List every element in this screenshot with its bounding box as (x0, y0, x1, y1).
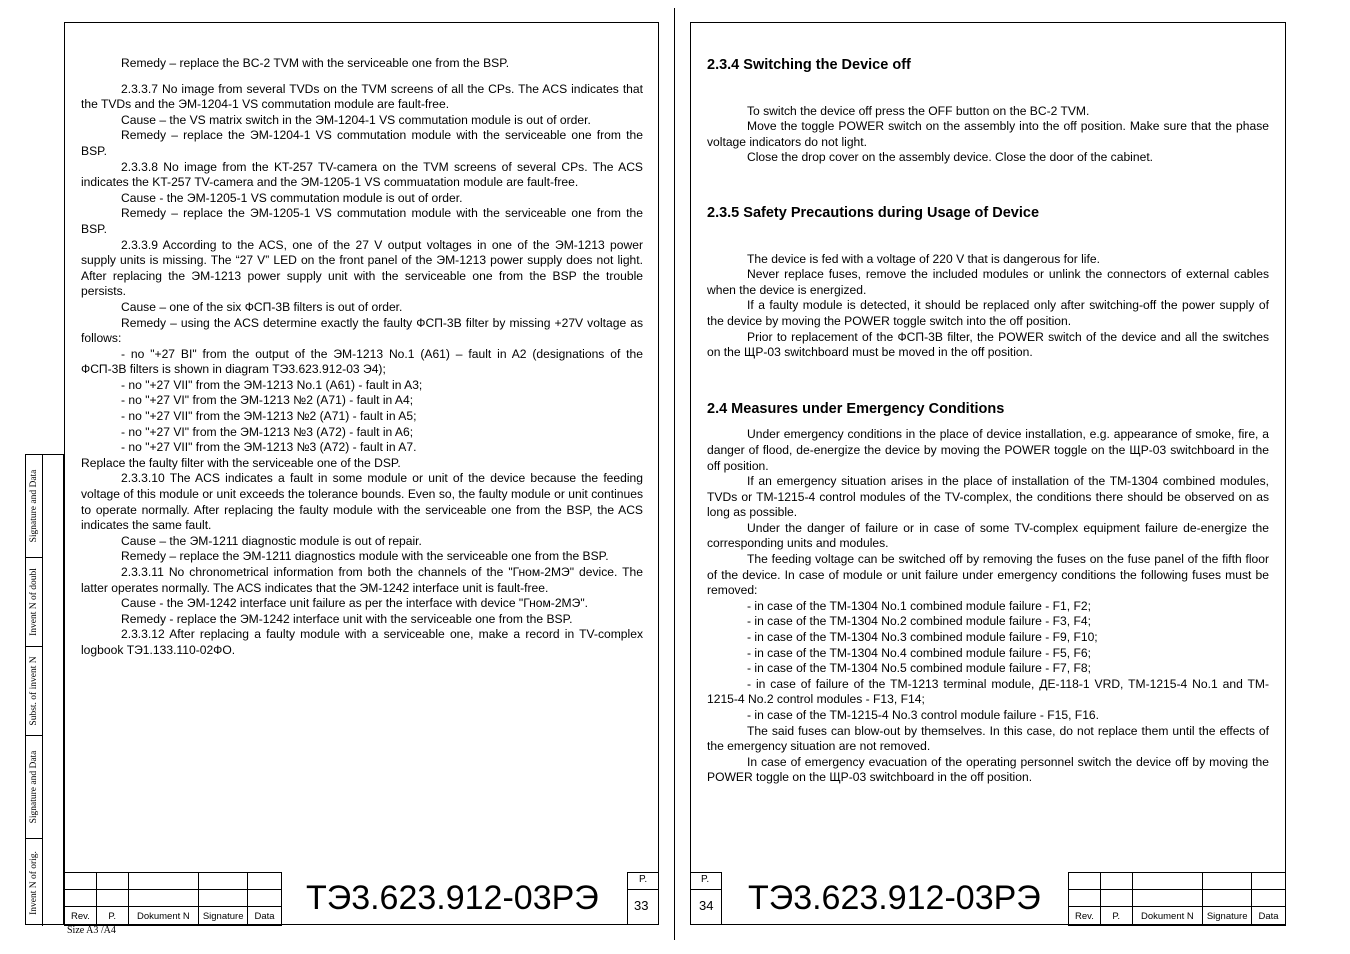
stamp-col-dokument: Dokument N (128, 907, 199, 926)
paragraph: Under emergency conditions in the place of device installation, e.g. appearance of smoke, fire, a danger of flood, de-energize the device by moving the POWER toggle on the ЩР-03 switchboard in the off position. (707, 427, 1269, 473)
paragraph: - in case of failure of the TM-1213 terminal module, ДЕ-118-1 VRD, TM-1215-4 No.1 and TM-1215-4 No.2 control modules - F13, F14; (707, 676, 1269, 707)
side-seg-3 (26, 647, 43, 736)
paragraph: - no "+27 VII" from the ЭМ-1213 №2 (A71) - fault in A5; (121, 409, 417, 424)
paragraph: - in case of the TM-1215-4 No.3 control module failure - F15, F16. (747, 708, 1100, 722)
spacer (707, 361, 1269, 402)
size-label: Size A3 /A4 (67, 925, 116, 936)
spacer (707, 166, 1269, 206)
paragraph: The said fuses can blow-out by themselves. In this case, do not replace them until the effects of the emergency situation are not removed. (707, 723, 1269, 754)
side-label-signature-data-2: Signature and Data (29, 750, 39, 824)
side-label-subst-invent: Subst. of invent N (29, 656, 39, 726)
section-heading: 2.3.5 Safety Precautions during Usage of Device (707, 204, 1040, 221)
paragraph: The device is fed with a voltage of 220 V that is dangerous for life. (747, 251, 1100, 266)
paragraph: Remedy – replace the ЭМ-1205-1 VS commutation module with the serviceable one from the BSP. (81, 206, 643, 236)
paragraph: Move the toggle POWER switch on the assembly into the off position. Make sure that the phase voltage indicators do not light. (707, 119, 1269, 149)
paragraph: Remedy – using the ACS determine exactly the faulty ФСП-3В filter by missing +27V voltage as follows: (81, 315, 643, 346)
right-page-number: 34 (699, 898, 714, 913)
paragraph: - no "+27 VII" from the ЭМ-1213 №3 (A72) - fault in A7. (121, 440, 417, 455)
centre-divider (674, 8, 675, 940)
paragraph: - in case of the TM-1304 No.2 combined module failure - F3, F4; (747, 614, 1091, 629)
side-label-invent-doubl: Invent N of doubl (29, 568, 39, 636)
paragraph: - in case of the TM-1304 No.1 combined module failure - F1, F2; (747, 598, 1091, 613)
paragraph: 2.3.3.7 No image from several TVDs on the TVM screens of all the CPs. The ACS indicates that the TVDs and the ЭМ-1204-1 VS commutation module are fault-free. (81, 81, 643, 112)
stamp-col-data: Data (1252, 907, 1286, 926)
stamp-col-p: P. (96, 907, 128, 926)
right-page-number-cell (690, 889, 722, 925)
paragraph: Remedy – replace the ЭМ-1204-1 VS commutation module with the serviceable one from the BSP. (81, 128, 643, 158)
paragraph: Cause - the ЭМ-1205-1 VS commutation module is out of order. (121, 190, 463, 205)
paragraph: Replace the faulty filter with the serviceable one of the DSP. (81, 455, 401, 470)
left-page-label-cell (627, 872, 659, 890)
spacer (707, 417, 1269, 427)
spacer (707, 74, 1269, 104)
right-page-body (707, 58, 1269, 786)
section-heading: 2.3.4 Switching the Device off (707, 57, 911, 73)
left-doc-number: ТЭ3.623.912-03РЭ (306, 879, 599, 917)
paragraph: Close the drop cover on the assembly device. Close the door of the cabinet. (747, 150, 1154, 165)
left-page-body (81, 56, 643, 659)
paragraph: If an emergency situation arises in the place of installation of the TM-1304 combined modules, TVDs or TM-1215-4 control modules of the TV-complex, the conditions there should be observed on as long as possible. (707, 474, 1269, 520)
spacer (81, 72, 643, 82)
left-page-label: P. (639, 874, 648, 885)
side-seg-1 (26, 455, 43, 558)
paragraph: If a faulty module is detected, it should be replaced only after switching-off the power supply of the device by moving the POWER toggle switch into the off position. (707, 298, 1269, 328)
paragraph: - no "+27 BI" from the output of the ЭМ-1213 No.1 (A61) – fault in A2 (designations of the ФСП-3В filters is shown in diagram ТЭ3.623.912-03 Э4); (81, 346, 643, 377)
side-seg-2 (26, 558, 43, 647)
stamp-col-signature: Signature (1203, 907, 1252, 926)
paragraph: Cause – the ЭМ-1211 diagnostic module is out of repair. (121, 533, 422, 548)
paragraph: Prior to replacement of the ФСП-3В filter, the POWER switch of the device and all the switches on the ЩР-03 switchboard must be moved in the off position. (707, 329, 1269, 360)
paragraph: - in case of the TM-1304 No.4 combined module failure - F5, F6; (747, 645, 1091, 660)
right-stamp-table (1068, 872, 1286, 926)
left-page-number: 33 (634, 898, 649, 913)
paragraph: - no "+27 VI" from the ЭМ-1213 №3 (A72) - fault in A6; (121, 424, 414, 439)
paragraph: Cause – the VS matrix switch in the ЭМ-1204-1 VS commutation module is out of order. (121, 112, 591, 127)
stamp-col-dokument: Dokument N (1132, 907, 1203, 926)
stamp-col-signature: Signature (199, 907, 248, 926)
side-label-invent-orig: Invent N of orig. (29, 850, 39, 915)
paragraph: 2.3.3.8 No image from the KT-257 TV-camera on the TVM screens of several CPs. The ACS indicates the KT-257 TV-camera and the ЭМ-1205-1 VS commuatation module are fault-free. (81, 159, 643, 190)
paragraph: 2.3.3.12 After replacing a faulty module with a serviceable one, make a record in TV-complex logbook ТЭ1.133.110-02ФО. (81, 627, 643, 657)
paragraph: - no "+27 VI" from the ЭМ-1213 №2 (A71) - fault in A4; (121, 393, 414, 408)
paragraph: 2.3.3.11 No chronometrical information from both the channels of the "Гном-2МЭ" device. The latter operates normally. The ACS indicates that the ЭМ-1242 interface unit is fault-free. (81, 565, 643, 595)
paragraph: Remedy – replace the ЭМ-1211 diagnostics module with the serviceable one from the BSP. (121, 549, 609, 564)
left-stamp-table (64, 872, 282, 926)
stamp-col-rev: Rev. (65, 907, 97, 926)
side-seg-4 (26, 736, 43, 839)
paragraph: Cause – one of the six ФСП-3В filters is out of order. (121, 299, 403, 314)
section-heading: 2.4 Measures under Emergency Conditions (707, 400, 1005, 417)
paragraph: Remedy - replace the ЭМ-1242 interface unit with the serviceable one from the BSP. (121, 611, 573, 626)
right-page-label: P. (701, 874, 710, 885)
side-strip (25, 454, 64, 925)
stamp-col-data: Data (248, 907, 282, 926)
paragraph: Remedy – replace the BC-2 TVM with the serviceable one from the BSP. (121, 56, 510, 70)
left-page-number-cell (627, 889, 659, 925)
paragraph: To switch the device off press the OFF button on the BC-2 TVM. (747, 103, 1090, 118)
paragraph: - in case of the TM-1304 No.3 combined module failure - F9, F10; (747, 630, 1098, 645)
paragraph: 2.3.3.9 According to the ACS, one of the 27 V output voltages in one of the ЭМ-1213 power supply units is missing. The “27 V” LED on the front panel of the ЭМ-1213 power supply does not light. After replacing the ЭМ-1213 power supply unit with the serviceable one from the BSP the trouble persists. (81, 237, 643, 299)
paragraph: Under the danger of failure or in case of some TV-complex equipment failure de-energize the corresponding units and modules. (707, 520, 1269, 551)
paragraph: 2.3.3.10 The ACS indicates a fault in some module or unit of the device because the feeding voltage of this module or unit exceeds the tolerance bounds. Even so, the faulty module or unit continues to operate normally. After replacing the faulty module with the serviceable one from the BSP, the ACS indicates the same fault. (81, 471, 643, 533)
right-page-label-cell (690, 872, 722, 890)
paragraph: In case of emergency evacuation of the operating personnel switch the device off by moving the POWER toggle on the ЩР-03 switchboard in the off position. (707, 754, 1269, 785)
right-doc-number: ТЭ3.623.912-03РЭ (748, 879, 1041, 917)
paragraph: - no "+27 VII" from the ЭМ-1213 No.1 (A61) - fault in A3; (121, 377, 423, 392)
paragraph: Never replace fuses, remove the included modules or unlink the connectors of external cables when the device is energized. (707, 267, 1269, 297)
paragraph: - in case of the TM-1304 No.5 combined module failure - F7, F8; (747, 661, 1091, 676)
paragraph: The feeding voltage can be switched off by removing the fuses on the fuse panel of the fifth floor of the device. In case of module or unit failure under emergency conditions the following fuses must be removed: (707, 552, 1269, 598)
stamp-col-rev: Rev. (1069, 907, 1101, 926)
stamp-col-p: P. (1100, 907, 1132, 926)
side-label-signature-data: Signature and Data (29, 469, 39, 543)
side-seg-5 (26, 839, 43, 926)
paragraph: Cause - the ЭМ-1242 interface unit failure as per the interface with device "Гном-2МЭ". (121, 596, 588, 611)
spacer (707, 222, 1269, 252)
